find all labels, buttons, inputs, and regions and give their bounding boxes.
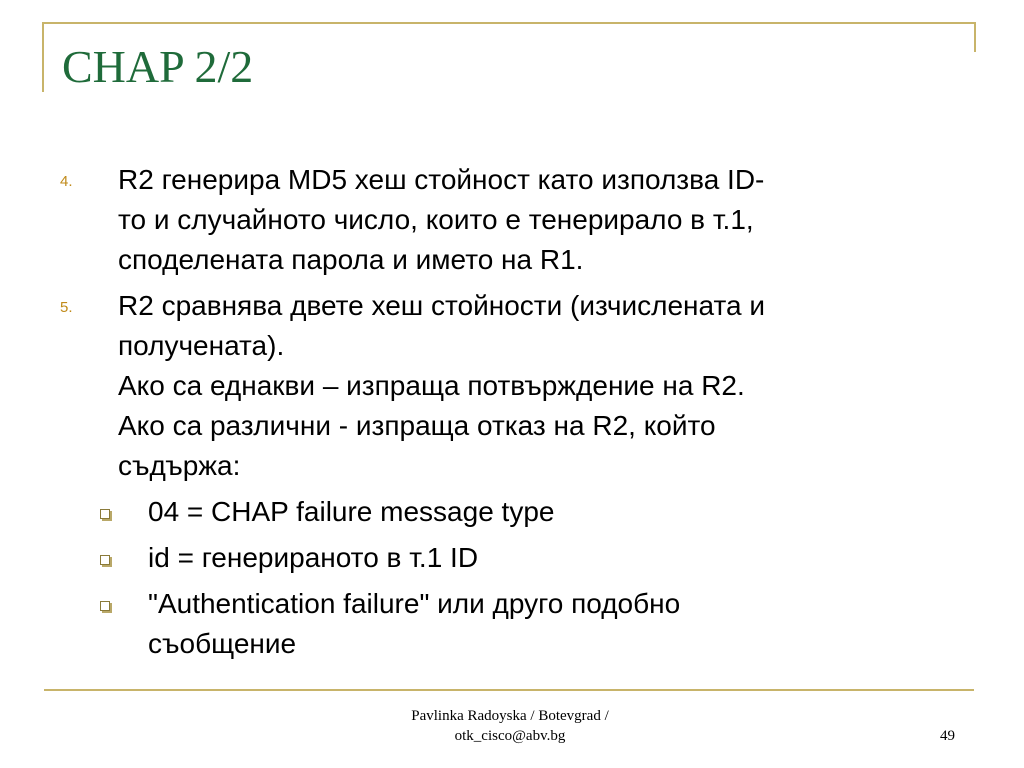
bottom-border-line <box>44 689 974 691</box>
footer-email: otk_cisco@abv.bg <box>454 728 566 744</box>
item-text-line: то и случайното число, които е тенерирало в т.1, <box>118 204 754 235</box>
left-border-line <box>42 22 44 92</box>
sub-bullet-item <box>60 492 960 532</box>
square-bullet-icon <box>100 601 110 611</box>
item-text-line: споделената парола и името на R1. <box>118 244 584 275</box>
item-text-line: R2 генерира MD5 хеш стойност като използва ID- <box>118 164 765 195</box>
item-text-line: Ако са еднакви – изпраща потвърждение на R2. <box>118 370 745 401</box>
item-text-line: получената). <box>118 330 285 361</box>
top-border-line <box>42 22 976 24</box>
sub-item-text-line: 04 = CHAP failure message type <box>148 496 555 527</box>
sub-bullet-item <box>60 584 960 664</box>
footer-credit <box>380 706 640 746</box>
numbered-item-4 <box>60 160 960 280</box>
sub-item-text-line: съобщение <box>148 628 297 659</box>
item-number: 4. <box>60 173 73 190</box>
slide-title: CHAP 2/2 <box>62 41 254 92</box>
page-number: 49 <box>940 728 955 744</box>
item-text-line: Ако са различни - изпраща отказ на R2, който <box>118 410 716 441</box>
sub-item-text-line: id = генерираното в т.1 ID <box>148 542 479 573</box>
square-bullet-icon <box>100 555 110 565</box>
numbered-item-5 <box>60 286 960 486</box>
item-text-line: съдържа: <box>118 450 241 481</box>
slide-content <box>60 160 960 670</box>
right-border-line <box>974 22 976 52</box>
sub-item-text-line: "Authentication failure" или друго подобно <box>148 588 681 619</box>
item-number: 5. <box>60 299 73 316</box>
sub-bullet-item <box>60 538 960 578</box>
item-text-line: R2 сравнява двете хеш стойности (изчислената и <box>118 290 765 321</box>
square-bullet-icon <box>100 509 110 519</box>
footer-author: Pavlinka Radoyska / Botevgrad / <box>411 708 609 724</box>
